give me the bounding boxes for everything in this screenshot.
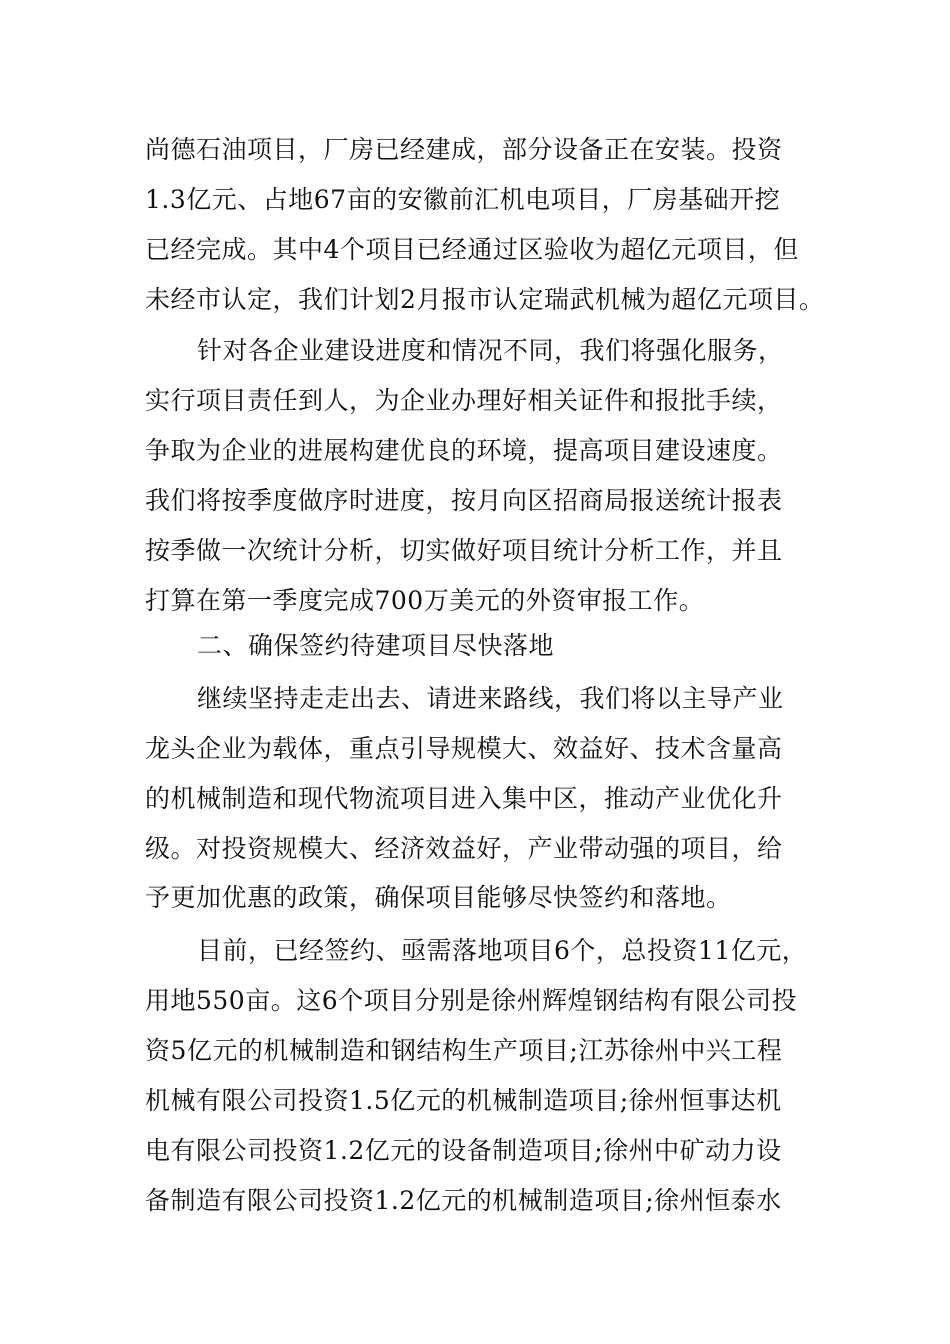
paragraph-first-line: 针对各企业建设进度和情况不同，我们将强化服务， — [197, 336, 784, 365]
text-line: 资5亿元的机械制造和钢结构生产项目;江苏徐州中兴工程 — [145, 1036, 783, 1065]
text-line: 机械有限公司投资1.5亿元的机械制造项目;徐州恒事达机 — [145, 1086, 782, 1115]
text-line: 打算在第一季度完成700万美元的外资审报工作。 — [145, 586, 705, 615]
text-line: 级。对投资规模大、经济效益好，产业带动强的项目，给 — [145, 834, 783, 863]
text-line: 龙头企业为载体，重点引导规模大、效益好、技术含量高 — [145, 734, 783, 763]
text-line: 电有限公司投资1.2亿元的设备制造项目;徐州中矿动力设 — [145, 1136, 782, 1165]
paragraph-first-line: 目前，已经签约、亟需落地项目6个，总投资11亿元， — [197, 936, 808, 965]
text-line: 未经市认定，我们计划2月报市认定瑞武机械为超亿元项目。 — [145, 285, 825, 314]
text-line: 用地550亩。这6个项目分别是徐州辉煌钢结构有限公司投 — [145, 986, 798, 1015]
text-line: 实行项目责任到人，为企业办理好相关证件和报批手续， — [145, 386, 783, 415]
text-line: 争取为企业的进展构建优良的环境，提高项目建设速度。 — [145, 436, 783, 465]
paragraph-first-line: 继续坚持走走出去、请进来路线，我们将以主导产业 — [197, 684, 784, 713]
text-line: 已经完成。其中4个项目已经通过区验收为超亿元项目，但 — [145, 235, 799, 264]
text-line: 尚德石油项目，厂房已经建成，部分设备正在安装。投资 — [145, 135, 783, 164]
text-line: 1.3亿元、占地67亩的安徽前汇机电项目，厂房基础开挖 — [145, 185, 781, 214]
text-line: 我们将按季度做序时进度，按月向区招商局报送统计报表 — [145, 486, 783, 515]
text-line: 的机械制造和现代物流项目进入集中区，推动产业优化升 — [145, 784, 783, 813]
text-line: 备制造有限公司投资1.2亿元的机械制造项目;徐州恒泰水 — [145, 1186, 782, 1215]
text-line: 按季做一次统计分析，切实做好项目统计分析工作，并且 — [145, 536, 783, 565]
section-heading: 二、确保签约待建项目尽快落地 — [197, 631, 555, 660]
text-line: 予更加优惠的政策，确保项目能够尽快签约和落地。 — [145, 883, 732, 912]
